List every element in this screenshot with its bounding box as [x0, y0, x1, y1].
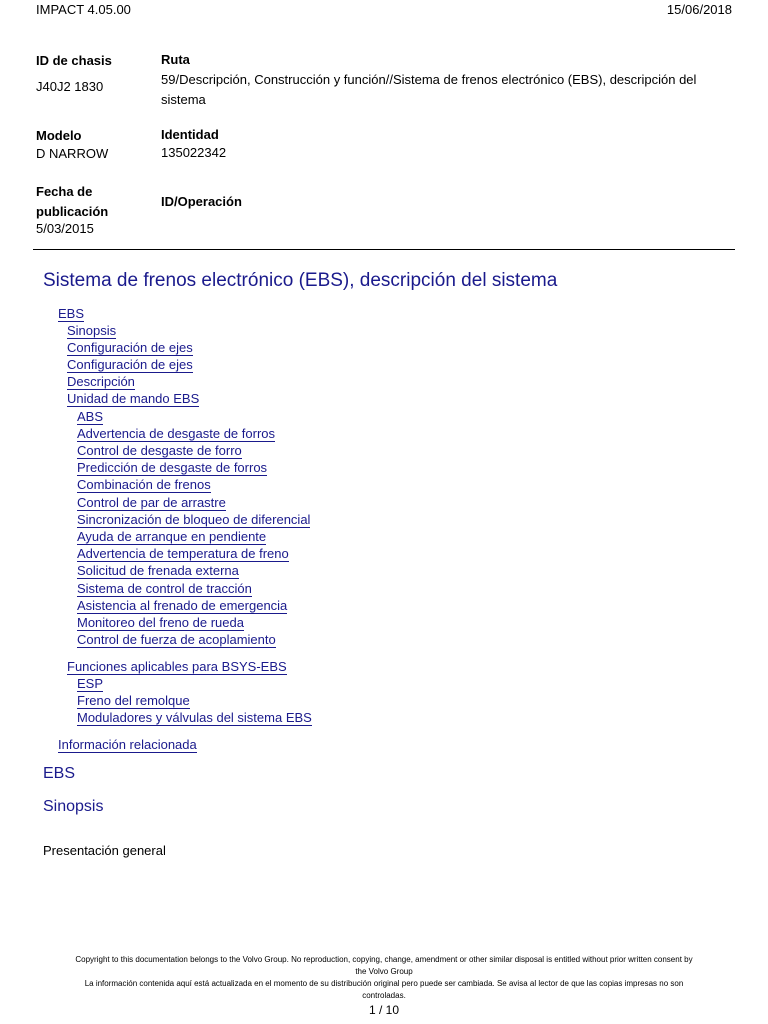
app-version: IMPACT 4.05.00 [36, 2, 131, 17]
chassis-block [36, 52, 112, 96]
toc-link-solicitud-frenada[interactable]: Solicitud de frenada externa [77, 563, 239, 578]
pubdate-value: 5/03/2015 [36, 221, 94, 236]
model-label: Modelo [36, 128, 82, 143]
footer-line-1: Copyright to this documentation belongs to the Volvo Group. No reproduction, copying, change, amendment or other similar disposal is entitled without prior written consent by [75, 955, 693, 964]
toc-link-descripcion[interactable]: Descripción [67, 374, 135, 389]
identity-value: 135022342 [161, 145, 227, 160]
identity-label: Identidad [161, 127, 219, 142]
footer-line-3: La información contenida aquí está actualizada en el momento de su distribución original pero puede ser cambiada. Se avisa al lector de que las copias impresas no son [84, 979, 684, 988]
header-divider [33, 249, 735, 250]
route-line-1: 59/Descripción, Construcción y función//Sistema de frenos electrónico (EBS), descripción del [161, 72, 697, 87]
toc-link-fuerza-acoplamiento[interactable]: Control de fuerza de acoplamiento [77, 632, 276, 647]
toc-link-abs[interactable]: ABS [77, 409, 104, 424]
route-block [161, 50, 721, 110]
toc-link-ebs[interactable]: EBS [58, 306, 85, 321]
toc-link-informacion-relacionada[interactable]: Información relacionada [58, 737, 197, 752]
toc-link-prediccion[interactable]: Predicción de desgaste de forros [77, 460, 268, 475]
footer-copyright [30, 954, 738, 1002]
operation-block [161, 192, 721, 212]
route-line-2: sistema [161, 92, 206, 107]
section-heading-sinopsis: Sinopsis [43, 798, 104, 815]
section-heading-ebs: EBS [43, 765, 76, 782]
pubdate-label-1: Fecha de [36, 184, 93, 199]
route-label: Ruta [161, 52, 190, 67]
toc-link-control-traccion[interactable]: Sistema de control de tracción [77, 581, 252, 596]
model-value: D NARROW [36, 146, 109, 161]
toc-link-esp[interactable]: ESP [77, 676, 104, 691]
toc-link-monitoreo-freno[interactable]: Monitoreo del freno de rueda [77, 615, 244, 630]
pubdate-label-2: publicación [36, 204, 109, 219]
toc-link-funciones-bsys[interactable]: Funciones aplicables para BSYS-EBS [67, 659, 287, 674]
print-date: 15/06/2018 [666, 2, 732, 17]
identity-block [161, 126, 721, 162]
toc-link-advertencia-forros[interactable]: Advertencia de desgaste de forros [77, 426, 276, 441]
footer-line-2: the Volvo Group [355, 967, 413, 976]
page-number: 1 / 10 [368, 1003, 400, 1017]
page-title: Sistema de frenos electrónico (EBS), descripción del sistema [43, 270, 558, 291]
chassis-value: J40J2 1830 [36, 79, 104, 94]
toc-link-control-forro[interactable]: Control de desgaste de forro [77, 443, 242, 458]
pubdate-block [36, 182, 108, 236]
toc-link-configuracion-ejes-1[interactable]: Configuración de ejes [67, 340, 193, 355]
toc-link-configuracion-ejes-2[interactable]: Configuración de ejes [67, 357, 193, 372]
footer-line-4: controladas. [362, 991, 406, 1000]
toc-link-sincronizacion[interactable]: Sincronización de bloqueo de diferencial [77, 512, 311, 527]
toc-link-unidad-mando[interactable]: Unidad de mando EBS [67, 391, 200, 406]
toc-link-combinacion[interactable]: Combinación de frenos [77, 477, 211, 492]
operation-label: ID/Operación [161, 194, 242, 209]
toc-link-asistencia-frenado[interactable]: Asistencia al frenado de emergencia [77, 598, 288, 613]
toc-link-sinopsis[interactable]: Sinopsis [67, 323, 117, 338]
body-paragraph: Presentación general [43, 843, 166, 858]
toc-link-temperatura-freno[interactable]: Advertencia de temperatura de freno [77, 546, 289, 561]
chassis-label: ID de chasis [36, 53, 112, 68]
model-block [36, 127, 108, 163]
toc-link-moduladores[interactable]: Moduladores y válvulas del sistema EBS [77, 710, 312, 725]
toc-link-freno-remolque[interactable]: Freno del remolque [77, 693, 190, 708]
toc-link-par-arrastre[interactable]: Control de par de arrastre [77, 495, 226, 510]
toc-link-ayuda-arranque[interactable]: Ayuda de arranque en pendiente [77, 529, 267, 544]
